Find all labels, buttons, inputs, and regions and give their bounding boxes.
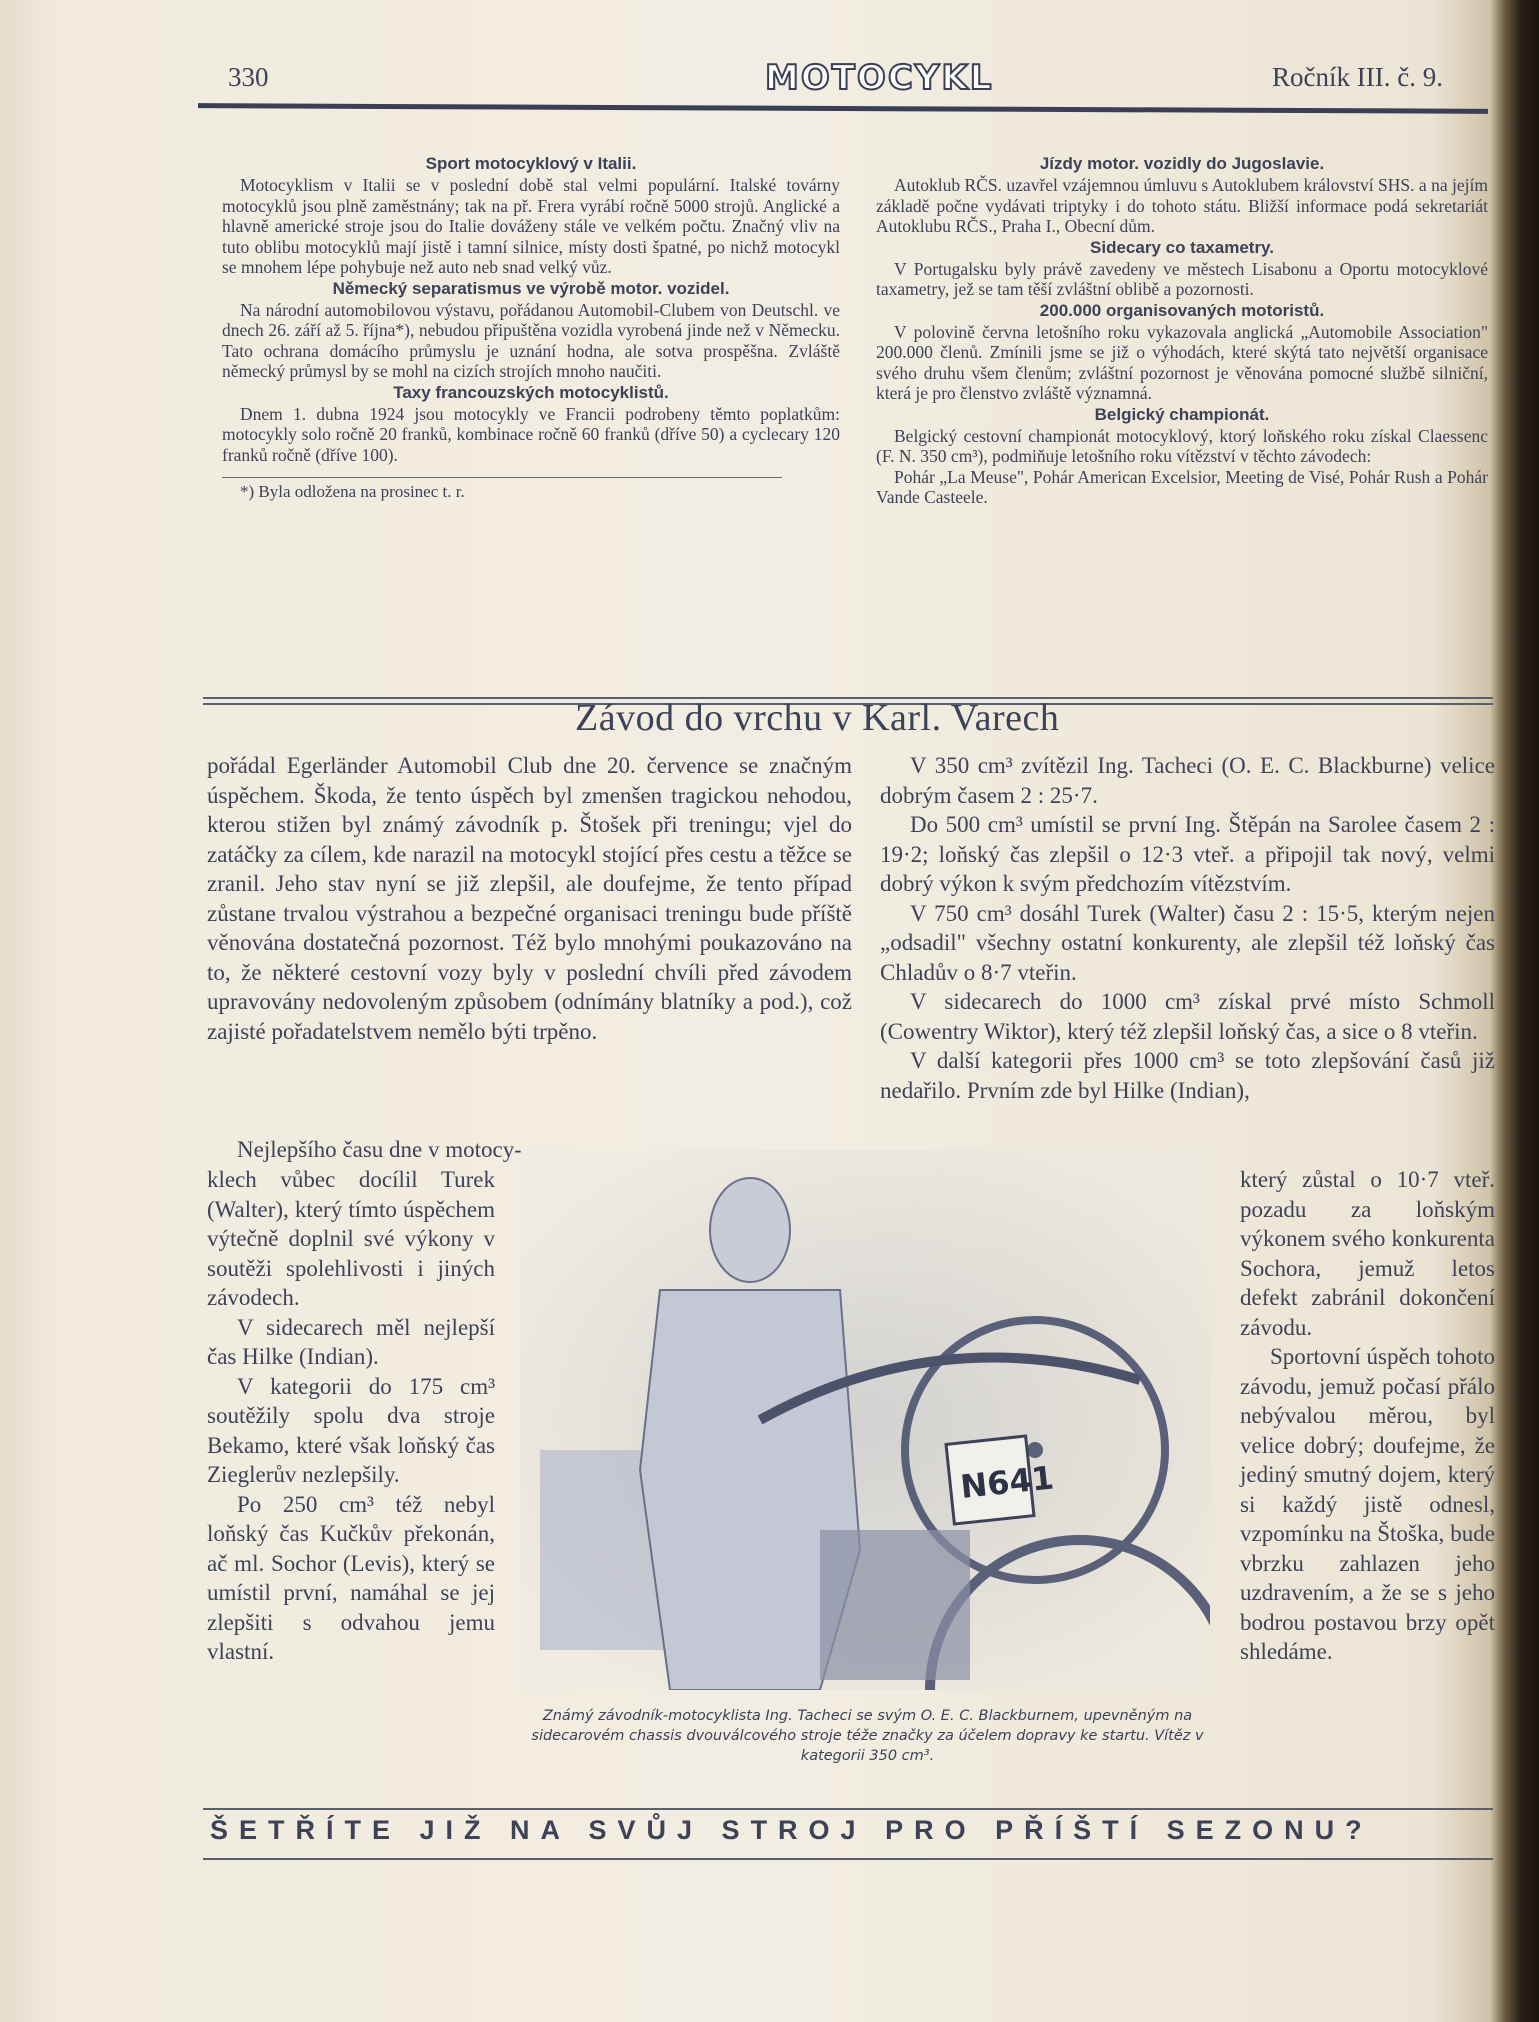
article-heading: 200.000 organisovaných motoristů.	[1039, 300, 1325, 320]
footnote: *) Byla odložena na prosinec t. r.	[222, 477, 782, 503]
article-paragraph: V 350 cm³ zvítězil Ing. Tacheci (O. E. C. Blackburne) velice dobrým časem 2 : 25·7.	[880, 753, 1495, 808]
slogan-banner: ŠETŘÍTE JIŽ NA SVŮJ STROJ PRO PŘÍŠTÍ SEZONU?	[210, 1815, 1373, 1845]
page-number: 330	[228, 62, 269, 92]
article-paragraph: Sportovní úspěch tohoto závodu, jemuž počasí přálo nebývalou měrou, byl velice dobrý; doufejme, že jediný smutný dojem, který si každý jistě odnesl, vzpomínku na Štoška, bude vbrzku zahlazen jeho uzdravením, a že se s jeho bodrou postavou brzy opět shledáme.	[1240, 1344, 1495, 1664]
article-heading: Sidecary co taxametry.	[1090, 237, 1274, 257]
article-heading: Belgický championát.	[1094, 404, 1270, 424]
article-paragraph: Do 500 cm³ umístil se první Ing. Štěpán na Sarolee časem 2 : 19·2; loňský čas zlepšil o 12·3 vteř. a připojil tak nový, velmi dobrý výkon k svým předchozím vítězstvím.	[880, 812, 1495, 896]
article-paragraph: V polovině června letošního roku vykazovala anglická „Automobile Association" 200.000 členů. Zmínili jsme se již o výhodách, které skýtá tato největší organisace svého druhu všem členům; zvláštní pozornost je věnována pomocné službě silniční, která je pro členstvo zvláště významná.	[876, 321, 1488, 403]
left-top-column	[222, 153, 840, 503]
motorcycle-photo	[520, 1150, 1210, 1690]
article-heading: Sport motocyklový v Italii.	[425, 154, 637, 173]
article-heading: Německý separatismus ve výrobě motor. vozidel.	[332, 278, 730, 298]
article-paragraph: V kategorii do 175 cm³ soutěžily spolu dva stroje Bekamo, které však loňský čas Zieglerův nezlepšily.	[207, 1373, 495, 1487]
article-paragraph: Pohár „La Meuse", Pohár American Excelsior, Meeting de Visé, Pohár Rush a Pohár Vande Casteele.	[876, 466, 1488, 507]
article-heading: Taxy francouzských motocyklistů.	[393, 382, 669, 402]
article-paragraph: Autoklub RČS. uzavřel vzájemnou úmluvu s Autoklubem království SHS. a na jejím základě počne vydávati triptyky i do tohoto státu. Bližší informace podá sekretariát Autoklubu RČS., Praha I., Obecní dům.	[876, 175, 1488, 236]
article-paragraph: pořádal Egerländer Automobil Club dne 20. července se značným úspěchem. Škoda, že tento úspěch byl zmenšen tragickou nehodou, kterou stižen byl známý závodník p. Štošek při treningu; vjel do zatáčky za cílem, kde narazil na motocykl stojící přes cestu a těžce se zranil. Jeho stav nyní se již zlepšil, ale doufejme, že tento případ zůstane trvalou výstrahou a bezpečné organisaci treningu bude příště věnována dostatečná pozornost. Též bylo mnohými poukazováno na to, že některé cestovní vozy byly v poslední chvíli před závodem upravovány nedovoleným způsobem (odnímány blatníky a pod.), což zajisté pořadatelstvem nemělo býti trpěno.	[207, 753, 852, 1044]
article-paragraph: V sidecarech měl nejlepší čas Hilke (Indian).	[207, 1314, 495, 1369]
article-paragraph: V sidecarech do 1000 cm³ získal prvé místo Schmoll (Cowentry Wiktor), který též zlepšil loňský čas, a sice o 8 vteřin.	[880, 989, 1495, 1044]
slogan-rule-bottom	[203, 1858, 1493, 1862]
article-paragraph: V Portugalsku byly právě zavedeny ve městech Lisabonu a Oportu motocyklové taxametry, jež se tam těší zvláštní oblibě a pozornosti.	[876, 258, 1488, 299]
article-heading: Jízdy motor. vozidly do Jugoslavie.	[1039, 154, 1325, 173]
header-rule	[198, 103, 1488, 114]
main-right-narrow	[1240, 1165, 1495, 1667]
issue-label: Ročník III. č. 9.	[1272, 62, 1443, 92]
main-right-wide	[880, 751, 1495, 1105]
article-paragraph: Na národní automobilovou výstavu, pořádanou Automobil-Clubem von Deutschl. ve dnech 26. září až 5. října*), nebudou připuštěna vozidla vyrobená jinde než v Německu. Tato ochrana domácího průmyslu je uznání hodna, ale sotva prospěšna. Zvláště německý průmysl by se mohl na cizích strojích mnoho naučiti.	[222, 299, 840, 381]
article-title: Závod do vrchu v Karl. Varech	[575, 697, 1060, 739]
article-paragraph: Belgický cestovní championát motocyklový, ktorý loňského roku získal Claessenc (F. N. 350 cm³), podmiňuje letošního roku vítězství v těchto závodech:	[876, 425, 1488, 466]
right-top-column	[876, 153, 1488, 508]
article-paragraph: V 750 cm³ dosáhl Turek (Walter) času 2 : 15·5, kterým nejen „odsadil" všechny ostatní konkurenty, ale zlepšil též loňský čas Chladův o 8·7 vteřin.	[880, 900, 1495, 985]
slogan-rule-top	[203, 1808, 1493, 1812]
masthead-logo: MOTOCYKL	[765, 58, 994, 98]
article-paragraph: Dnem 1. dubna 1924 jsou motocykly ve Francii podrobeny těmto poplatkům: motocykly solo ročně 20 franků, kombinace ročně 60 franků (dříve 50) a cyclecary 120 franků ročně (dříve 100).	[222, 403, 840, 465]
main-left-first-line: Nejlepšího času dne v motocy-	[237, 1137, 522, 1162]
main-left-wide	[207, 751, 852, 1046]
main-left-narrow	[207, 1165, 495, 1667]
article-paragraph: V další kategorii přes 1000 cm³ se toto zlepšování časů již nedařilo. Prvním zde byl Hilke (Indian),	[880, 1048, 1495, 1103]
license-plate: N641	[958, 1458, 1056, 1507]
article-paragraph: který zůstal o 10·7 vteř. pozadu za loňským výkonem svého konkurenta Sochora, jemuž letos defekt zabránil dokončení závodu.	[1240, 1167, 1495, 1340]
article-paragraph: Motocyklism v Italii se v poslední době stal velmi populární. Italské továrny motocyklů jsou plně zaměstnány; tak na př. Frera vyrábí ročně 5000 strojů. Anglické a hlavně americké stroje jsou do Italie dováženy stále ve velkém počtu. Značný vliv na tuto oblibu motocyklů mají jistě i tamní silnice, místy dosti špatné, po nichž motocykl se mnohem lépe pohybuje než auto neb snad velký vůz.	[222, 175, 840, 277]
article-paragraph: Po 250 cm³ též nebyl loňský čas Kučkův překonán, ač ml. Sochor (Levis), který se umístil první, namáhal se jej zlepšiti s odvahou jemu vlastní.	[207, 1491, 495, 1664]
photo-caption: Známý závodník-motocyklista Ing. Tacheci se svým O. E. C. Blackburnem, upevněným na sidecarovém chassis dvouválcového stroje téže značky za účelem dopravy ke startu. Vítěz v kategorii 350 cm³.	[531, 1708, 1204, 1764]
article-paragraph: klech vůbec docílil Turek (Walter), který tímto úspěchem výtečně doplnil své výkony v soutěži spolehlivosti i jiných závodech.	[207, 1167, 495, 1310]
